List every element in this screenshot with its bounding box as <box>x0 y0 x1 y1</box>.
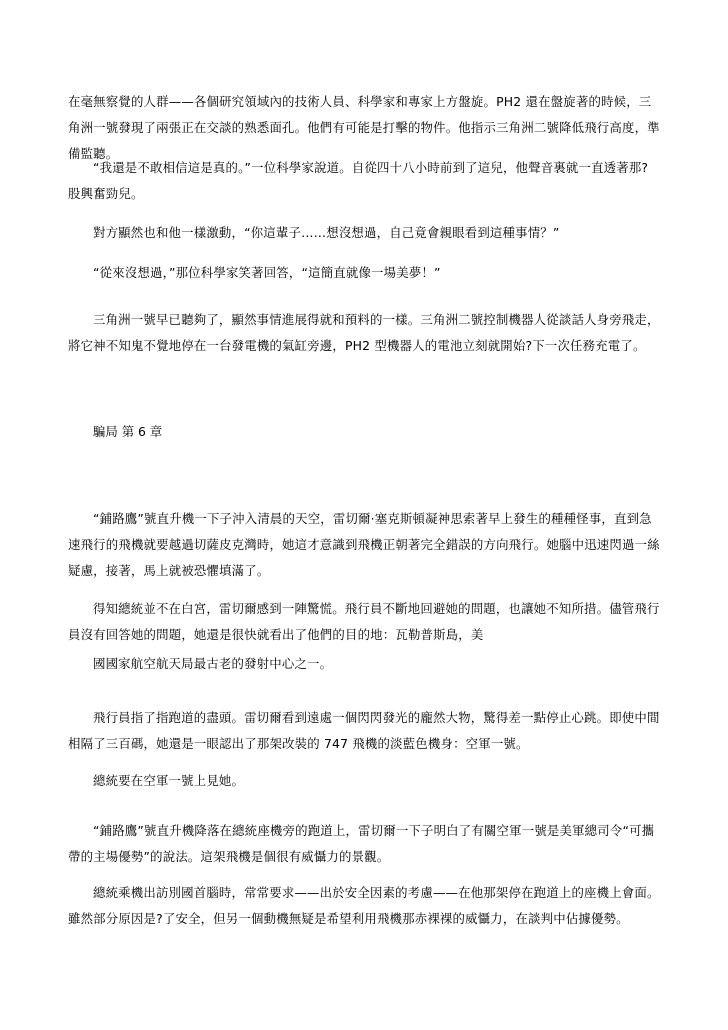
paragraph-1: 在毫無察覺的人群——各個研究領域內的技術人員、科學家和專家上方盤旋。PH2 還在盤旋著的時候，三角洲一號發現了兩張正在交談的熟悉面孔。他們有可能是打擊的物件。他指示三角洲二號降低飛行高度，準備監聽。 <box>68 94 660 161</box>
paragraph-7: 得知總統並不在白宮，雷切爾感到一陣驚慌。飛行員不斷地回避她的問題，也讓她不知所措。儘管飛行員沒有回答她的問題，她還是很快就看出了他們的目的地：瓦勒普斯島，美 <box>68 601 660 642</box>
paragraph-9: 飛行員指了指跑道的盡頭。雷切爾看到遠處一個閃閃發光的龐然大物，驚得差一點停止心跳。即使中間相隔了三百碼，她還是一眼認出了那架改裝的 747 飛機的淡藍色機身：空軍一號。 <box>68 710 660 751</box>
paragraph-6: “鋪路鷹”號直升機一下子沖入清晨的天空，雷切爾·塞克斯頓凝神思索著早上發生的種種怪事，直到急速飛行的飛機就要越過切薩皮克灣時，她這才意識到飛機正朝著完全錯誤的方向飛行。她腦中迅速閃過一絲疑慮，接著，馬上就被恐懼填滿了。 <box>68 511 660 578</box>
paragraph-10: 總統要在空軍一號上見她。 <box>93 773 245 788</box>
paragraph-5: 三角洲一號早已聽夠了，顯然事情進展得就和預料的一樣。三角洲二號控制機器人從談話人身旁飛走，將它神不知鬼不覺地停在一台發電機的氣缸旁邊，PH2 型機器人的電池立刻就開始?下一次任務充電了。 <box>68 312 660 353</box>
paragraph-3: 對方顯然也和他一樣激動，“你這輩子……想沒想過，自己竟會親眼看到這種事情？” <box>93 225 560 240</box>
paragraph-2: “我還是不敢相信這是真的。”一位科學家說道。自從四十八小時前到了這兒，他聲音裏就一直透著那?股興奮勁兒。 <box>68 160 649 201</box>
paragraph-11: “鋪路鷹”號直升機降落在總統座機旁的跑道上，雷切爾一下子明白了有關空軍一號是美軍總司令“可攜帶的主場優勢”的說法。這架飛機是個很有威懾力的景觀。 <box>68 823 655 864</box>
chapter-heading: 騙局 第 6 章 <box>93 424 163 439</box>
paragraph-4: “從來沒想過，”那位科學家笑著回答，“這簡直就像一場美夢！” <box>93 265 441 280</box>
paragraph-12: 總統乘機出訪別國首腦時，常常要求——出於安全因素的考慮——在他那架停在跑道上的座機上會面。雖然部分原因是?了安全，但另一個動機無疑是希望利用飛機那赤裸裸的威懾力，在談判中佔據優勢。 <box>68 885 660 926</box>
paragraph-8: 國國家航空航天局最古老的發射中心之一。 <box>93 656 333 671</box>
